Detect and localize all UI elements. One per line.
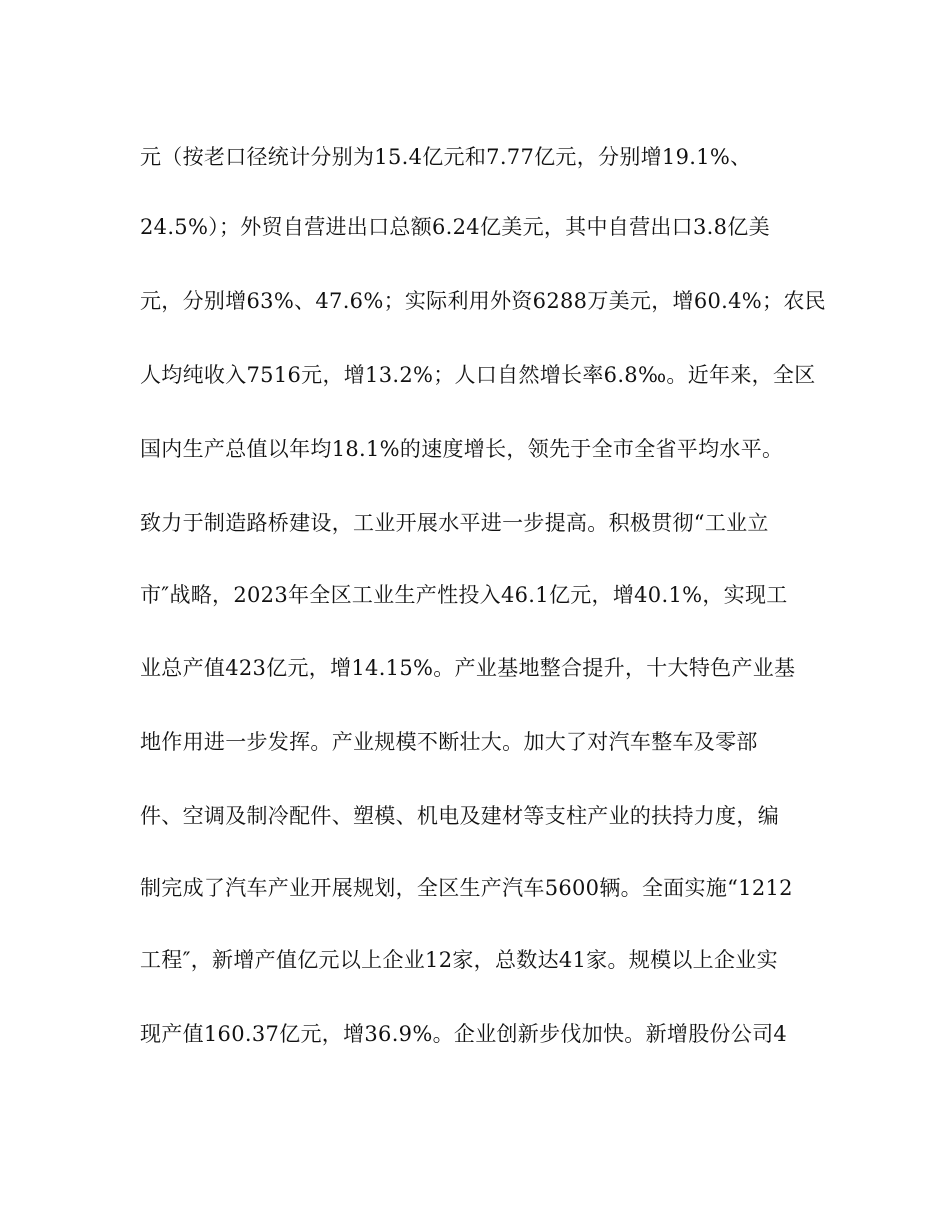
- text-line-5: 国内生产总值以年均18.1%的速度增长，领先于全市全省平均水平。: [140, 437, 784, 461]
- text-line-8: 业总产值423亿元，增14.15%。产业基地整合提升，十大特色产业基: [140, 656, 796, 680]
- text-line-11: 制完成了汽车产业开展规划，全区生产汽车5600辆。全面实施“1212: [140, 876, 793, 900]
- text-line-1: 元（按老口径统计分别为15.4亿元和7.77亿元，分别增19.1%、: [140, 145, 752, 169]
- text-line-13: 现产值160.37亿元，增36.9%。企业创新步伐加快。新增股份公司4: [140, 1022, 788, 1046]
- text-line-4: 人均纯收入7516元，增13.2%；人口自然增长率6.8‰。近年来，全区: [140, 363, 816, 387]
- text-line-7: 市″战略，2023年全区工业生产性投入46.1亿元，增40.1%，实现工: [140, 583, 788, 607]
- text-line-6: 致力于制造路桥建设，工业开展水平进一步提高。积极贯彻“工业立: [140, 511, 769, 535]
- text-line-9: 地作用进一步发挥。产业规模不断壮大。加大了对汽车整车及零部: [140, 730, 758, 754]
- text-line-12: 工程″，新增产值亿元以上企业12家，总数达41家。规模以上企业实: [140, 948, 778, 972]
- text-line-10: 件、空调及制冷配件、塑模、机电及建材等支柱产业的扶持力度，编: [140, 804, 779, 828]
- text-line-3: 元，分别增63%、47.6%；实际利用外资6288万美元，增60.4%；农民: [140, 289, 826, 313]
- text-line-2: 24.5%）；外贸自营进出口总额6.24亿美元，其中自营出口3.8亿美: [140, 215, 770, 239]
